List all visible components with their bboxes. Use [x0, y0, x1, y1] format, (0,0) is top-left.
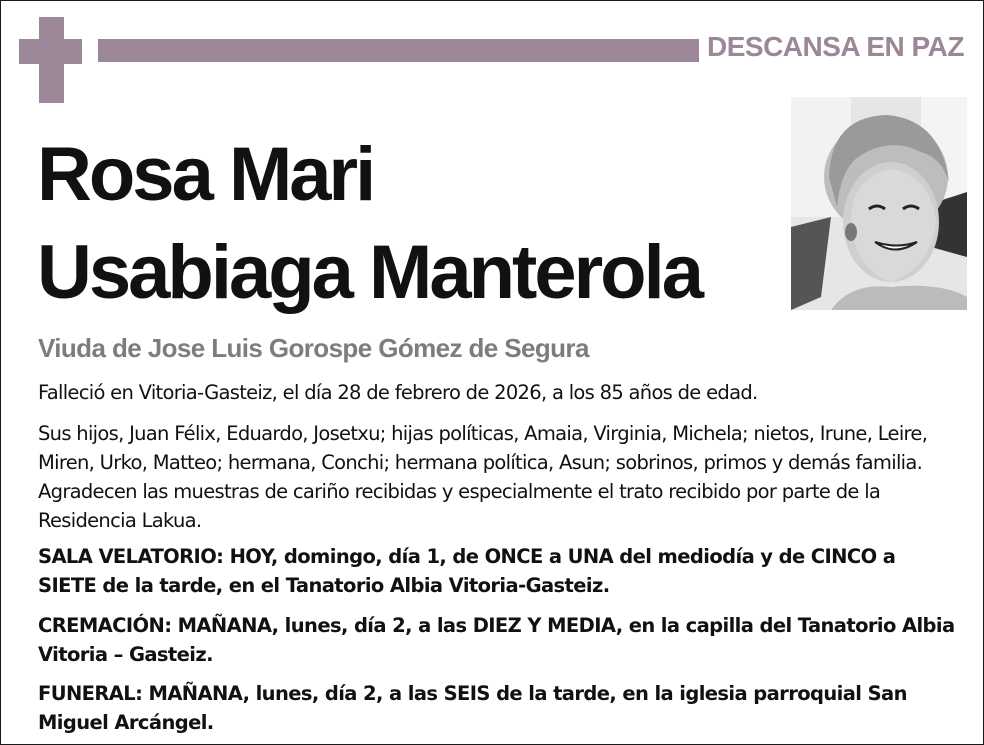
- cross-icon-horizontal: [19, 39, 82, 64]
- wake-details: SALA VELATORIO: HOY, domingo, día 1, de ONCE a UNA del mediodía y de CINCO a SIETE de la tarde, en el Tanatorio Albia Vitoria-Gasteiz.: [38, 545, 896, 597]
- rip-label: DESCANSA EN PAZ: [707, 31, 964, 62]
- family-paragraph: Sus hijos, Juan Félix, Eduardo, Josetxu; hijas políticas, Amaia, Virginia, Michela; nietos, Irune, Leire, Miren, Urko, Matteo; hermana, Conchi; hermana política, Asun; sobrinos, primos y demás familia. Agradecen las muestras de cariño recibidas y especialmente el trato recibido por parte de la Residencia Lakua.: [38, 422, 928, 532]
- header-rule: [98, 39, 699, 62]
- deceased-name-last: Usabiaga Manterola: [37, 230, 701, 315]
- funeral-details: FUNERAL: MAÑANA, lunes, día 2, a las SEIS de la tarde, en la iglesia parroquial San Miguel Arcángel.: [38, 682, 907, 734]
- portrait-illustration: [791, 97, 967, 310]
- deceased-name-first: Rosa Mari: [37, 132, 374, 217]
- widow-of-line: Viuda de Jose Luis Gorospe Gómez de Segura: [38, 333, 589, 363]
- death-notice: Falleció en Vitoria-Gasteiz, el día 28 de febrero de 2026, a los 85 años de edad.: [38, 381, 758, 404]
- cremation-details: CREMACIÓN: MAÑANA, lunes, día 2, a las DIEZ Y MEDIA, en la capilla del Tanatorio Albia Vitoria – Gasteiz.: [38, 614, 955, 666]
- portrait-photo: [791, 97, 967, 310]
